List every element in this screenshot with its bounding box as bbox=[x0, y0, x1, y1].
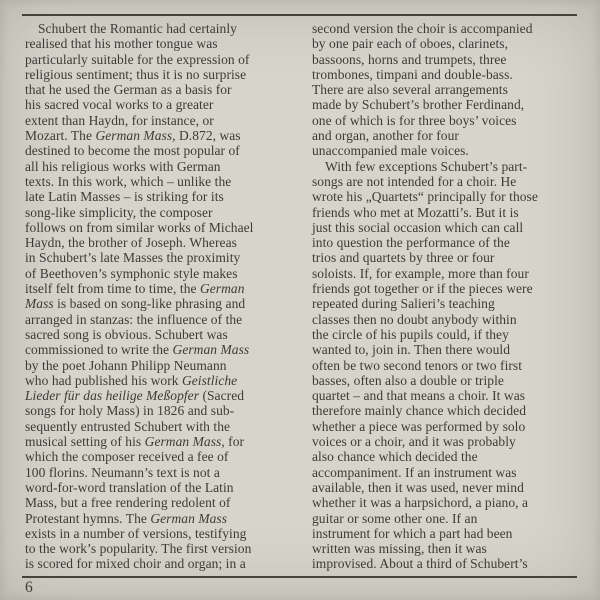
text-segment: the circle of his pupils could, if they bbox=[312, 326, 509, 342]
text-line bbox=[25, 449, 291, 464]
text-line bbox=[25, 465, 291, 480]
page-number: 6 bbox=[25, 579, 33, 596]
text-segment: Mass, but a free rendering redolent of bbox=[25, 495, 231, 511]
text-line bbox=[25, 480, 291, 495]
text-segment: Haydn, the brother of Joseph. Whereas bbox=[25, 235, 237, 251]
text-line bbox=[312, 465, 578, 480]
text-line bbox=[312, 36, 578, 51]
text-line bbox=[312, 235, 578, 250]
text-line bbox=[25, 266, 291, 281]
text-line bbox=[312, 21, 578, 36]
text-line bbox=[25, 235, 291, 250]
text-line bbox=[312, 541, 578, 556]
text-line bbox=[312, 480, 578, 495]
text-segment: friends who met at Mozatti’s. But it is bbox=[312, 204, 519, 220]
text-line bbox=[25, 174, 291, 189]
text-segment: itself felt from time to time, the bbox=[25, 281, 200, 297]
text-line bbox=[312, 250, 578, 265]
text-segment: into question the performance of the bbox=[312, 235, 510, 251]
text-line bbox=[312, 358, 578, 373]
text-line bbox=[312, 205, 578, 220]
text-segment: whether a piece was performed by solo bbox=[312, 418, 526, 434]
text-segment: which the composer received a fee of bbox=[25, 449, 229, 465]
text-segment: who had published his work bbox=[25, 372, 182, 388]
text-segment: whether it was a harpsichord, a piano, a bbox=[312, 495, 529, 511]
text-segment: repeated during Salieri’s teaching bbox=[312, 296, 495, 312]
italic-text-segment: German Mass bbox=[172, 342, 250, 358]
text-segment: song-like simplicity, the composer bbox=[25, 204, 213, 220]
text-line bbox=[25, 327, 291, 342]
text-line bbox=[25, 556, 291, 571]
text-segment: follows on from similar works of Michael bbox=[25, 219, 254, 235]
text-segment: trombones, timpani and double-bass. bbox=[312, 66, 513, 82]
text-segment: and organ, another for four bbox=[312, 128, 459, 144]
text-line bbox=[25, 128, 291, 143]
text-segment: sacred song is obvious. Schubert was bbox=[25, 326, 228, 342]
text-segment: unaccompanied male voices. bbox=[312, 143, 469, 159]
text-segment: bassoons, horns and trumpets, three bbox=[312, 51, 507, 67]
text-segment: late Latin Masses – is striking for its bbox=[25, 189, 224, 205]
text-segment: realised that his mother tongue was bbox=[25, 36, 218, 52]
text-line bbox=[312, 189, 578, 204]
text-line bbox=[25, 358, 291, 373]
text-columns bbox=[25, 21, 578, 572]
italic-text-segment: Geistliche bbox=[181, 372, 238, 388]
text-segment: musical setting of his bbox=[25, 434, 145, 450]
text-line bbox=[312, 312, 578, 327]
text-segment: quartet – and that means a choir. It was bbox=[312, 388, 526, 404]
text-segment: soloists. If, for example, more than four bbox=[312, 265, 529, 281]
text-segment: that he used the German as a basis for bbox=[25, 82, 232, 98]
text-line bbox=[25, 373, 291, 388]
text-segment: word-for-word translation of the Latin bbox=[25, 479, 234, 495]
text-segment: , D.872, was bbox=[172, 128, 241, 144]
text-segment: guitar or some other one. If an bbox=[312, 510, 478, 526]
text-line bbox=[25, 342, 291, 357]
text-segment: improvised. About a third of Schubert’s bbox=[312, 556, 528, 572]
bottom-rule bbox=[22, 576, 577, 578]
text-line bbox=[312, 495, 578, 510]
text-segment: is scored for mixed choir and organ; in a bbox=[25, 556, 246, 572]
italic-text-segment: German Mass bbox=[95, 128, 173, 144]
italic-text-segment: Mass bbox=[25, 296, 54, 312]
text-line bbox=[25, 189, 291, 204]
text-segment: instrument for which a part had been bbox=[312, 525, 513, 541]
text-segment: voices or a choir, and it was probably bbox=[312, 434, 516, 450]
text-line bbox=[312, 556, 578, 571]
text-segment: Schubert the Romantic had certainly bbox=[38, 21, 237, 36]
text-segment: made by Schubert’s brother Ferdinand, bbox=[312, 97, 525, 113]
text-line bbox=[312, 67, 578, 82]
text-line bbox=[25, 205, 291, 220]
text-line bbox=[25, 21, 291, 36]
text-line bbox=[25, 312, 291, 327]
text-line bbox=[312, 419, 578, 434]
text-segment: in Schubert’s late Masses the proximity bbox=[25, 250, 241, 266]
text-segment: second version the choir is accompanied bbox=[312, 21, 533, 36]
text-line bbox=[25, 97, 291, 112]
text-segment: classes then no doubt anybody within bbox=[312, 311, 517, 327]
text-line bbox=[312, 403, 578, 418]
text-line bbox=[312, 266, 578, 281]
text-segment: one of which is for three boys’ voices bbox=[312, 112, 517, 128]
text-line bbox=[25, 434, 291, 449]
text-segment: sequently entrusted Schubert with the bbox=[25, 418, 231, 434]
text-segment: There are also several arrangements bbox=[312, 82, 508, 98]
text-segment: With few exceptions Schubert’s part- bbox=[325, 158, 528, 174]
text-line bbox=[312, 220, 578, 235]
text-line bbox=[312, 449, 578, 464]
text-line bbox=[25, 52, 291, 67]
text-line bbox=[312, 526, 578, 541]
text-line bbox=[312, 434, 578, 449]
text-segment: destined to become the most popular of bbox=[25, 143, 240, 159]
text-line bbox=[25, 113, 291, 128]
text-line bbox=[25, 143, 291, 158]
text-line bbox=[25, 220, 291, 235]
top-rule bbox=[22, 14, 577, 16]
text-segment: 100 florins. Neumann’s text is not a bbox=[25, 464, 220, 480]
text-segment: his sacred vocal works to a greater bbox=[25, 97, 214, 113]
text-line bbox=[25, 159, 291, 174]
text-line bbox=[25, 526, 291, 541]
text-line bbox=[25, 419, 291, 434]
text-line bbox=[25, 67, 291, 82]
text-line bbox=[312, 296, 578, 311]
text-segment: texts. In this work, which – unlike the bbox=[25, 173, 232, 189]
text-segment: is based on song-like phrasing and bbox=[53, 296, 246, 312]
text-line bbox=[312, 128, 578, 143]
text-segment: , for bbox=[221, 434, 245, 450]
text-segment: accompaniment. If an instrument was bbox=[312, 464, 517, 480]
text-segment: often be two second tenors or two first bbox=[312, 357, 523, 373]
italic-text-segment: German Mass bbox=[144, 434, 222, 450]
text-line bbox=[312, 52, 578, 67]
text-segment: Mozart. The bbox=[25, 128, 96, 144]
text-line bbox=[312, 82, 578, 97]
text-line bbox=[25, 296, 291, 311]
text-line bbox=[25, 495, 291, 510]
text-line bbox=[25, 511, 291, 526]
text-segment: wrote his „Quartets“ principally for those bbox=[312, 189, 538, 205]
text-segment: written was missing, then it was bbox=[312, 541, 487, 557]
text-line bbox=[312, 281, 578, 296]
text-segment: extent than Haydn, for instance, or bbox=[25, 112, 214, 128]
text-segment: trios and quartets by three or four bbox=[312, 250, 495, 266]
text-segment: therefore mainly chance which decided bbox=[312, 403, 526, 419]
text-segment: available, then it was used, never mind bbox=[312, 479, 524, 495]
text-line bbox=[312, 174, 578, 189]
text-segment: also chance which decided the bbox=[312, 449, 478, 465]
text-line bbox=[312, 373, 578, 388]
text-segment: songs for holy Mass) in 1826 and sub- bbox=[25, 403, 235, 419]
text-line bbox=[25, 388, 291, 403]
text-line bbox=[312, 143, 578, 158]
text-segment: all his religious works with German bbox=[25, 158, 221, 174]
text-segment: friends got together or if the pieces were bbox=[312, 281, 533, 297]
text-segment: of Beethoven’s symphonic style makes bbox=[25, 265, 238, 281]
text-segment: exists in a number of versions, testifying bbox=[25, 525, 247, 541]
text-segment: by one pair each of oboes, clarinets, bbox=[312, 36, 509, 52]
text-line bbox=[25, 541, 291, 556]
text-segment: (Sacred bbox=[199, 388, 245, 404]
text-line bbox=[25, 403, 291, 418]
text-segment: just this social occasion which can call bbox=[312, 219, 524, 235]
text-segment: basses, often also a double or triple bbox=[312, 372, 504, 388]
text-segment: songs are not intended for a choir. He bbox=[312, 173, 517, 189]
text-line bbox=[312, 388, 578, 403]
text-line bbox=[25, 82, 291, 97]
text-segment: religious sentiment; thus it is no surprise bbox=[25, 66, 247, 82]
text-line bbox=[312, 327, 578, 342]
italic-text-segment: German bbox=[199, 281, 245, 297]
text-line bbox=[25, 250, 291, 265]
text-segment: by the poet Johann Philipp Neumann bbox=[25, 357, 227, 373]
text-segment: wanted to, join in. Then there would bbox=[312, 342, 511, 358]
italic-text-segment: Lieder für das heilige Meßopfer bbox=[25, 388, 200, 404]
text-line bbox=[312, 97, 578, 112]
text-line bbox=[25, 281, 291, 296]
text-line bbox=[312, 342, 578, 357]
text-column-right bbox=[312, 21, 578, 572]
text-line bbox=[312, 511, 578, 526]
text-line bbox=[312, 159, 578, 174]
text-line bbox=[312, 113, 578, 128]
text-segment: to the work’s popularity. The first version bbox=[25, 541, 252, 557]
text-line bbox=[25, 36, 291, 51]
italic-text-segment: German Mass bbox=[150, 510, 228, 526]
text-segment: commissioned to write the bbox=[25, 342, 173, 358]
text-segment: particularly suitable for the expression of bbox=[25, 51, 250, 67]
text-segment: Protestant hymns. The bbox=[25, 510, 151, 526]
text-segment: arranged in stanzas: the influence of the bbox=[25, 311, 243, 327]
text-column-left bbox=[25, 21, 291, 572]
